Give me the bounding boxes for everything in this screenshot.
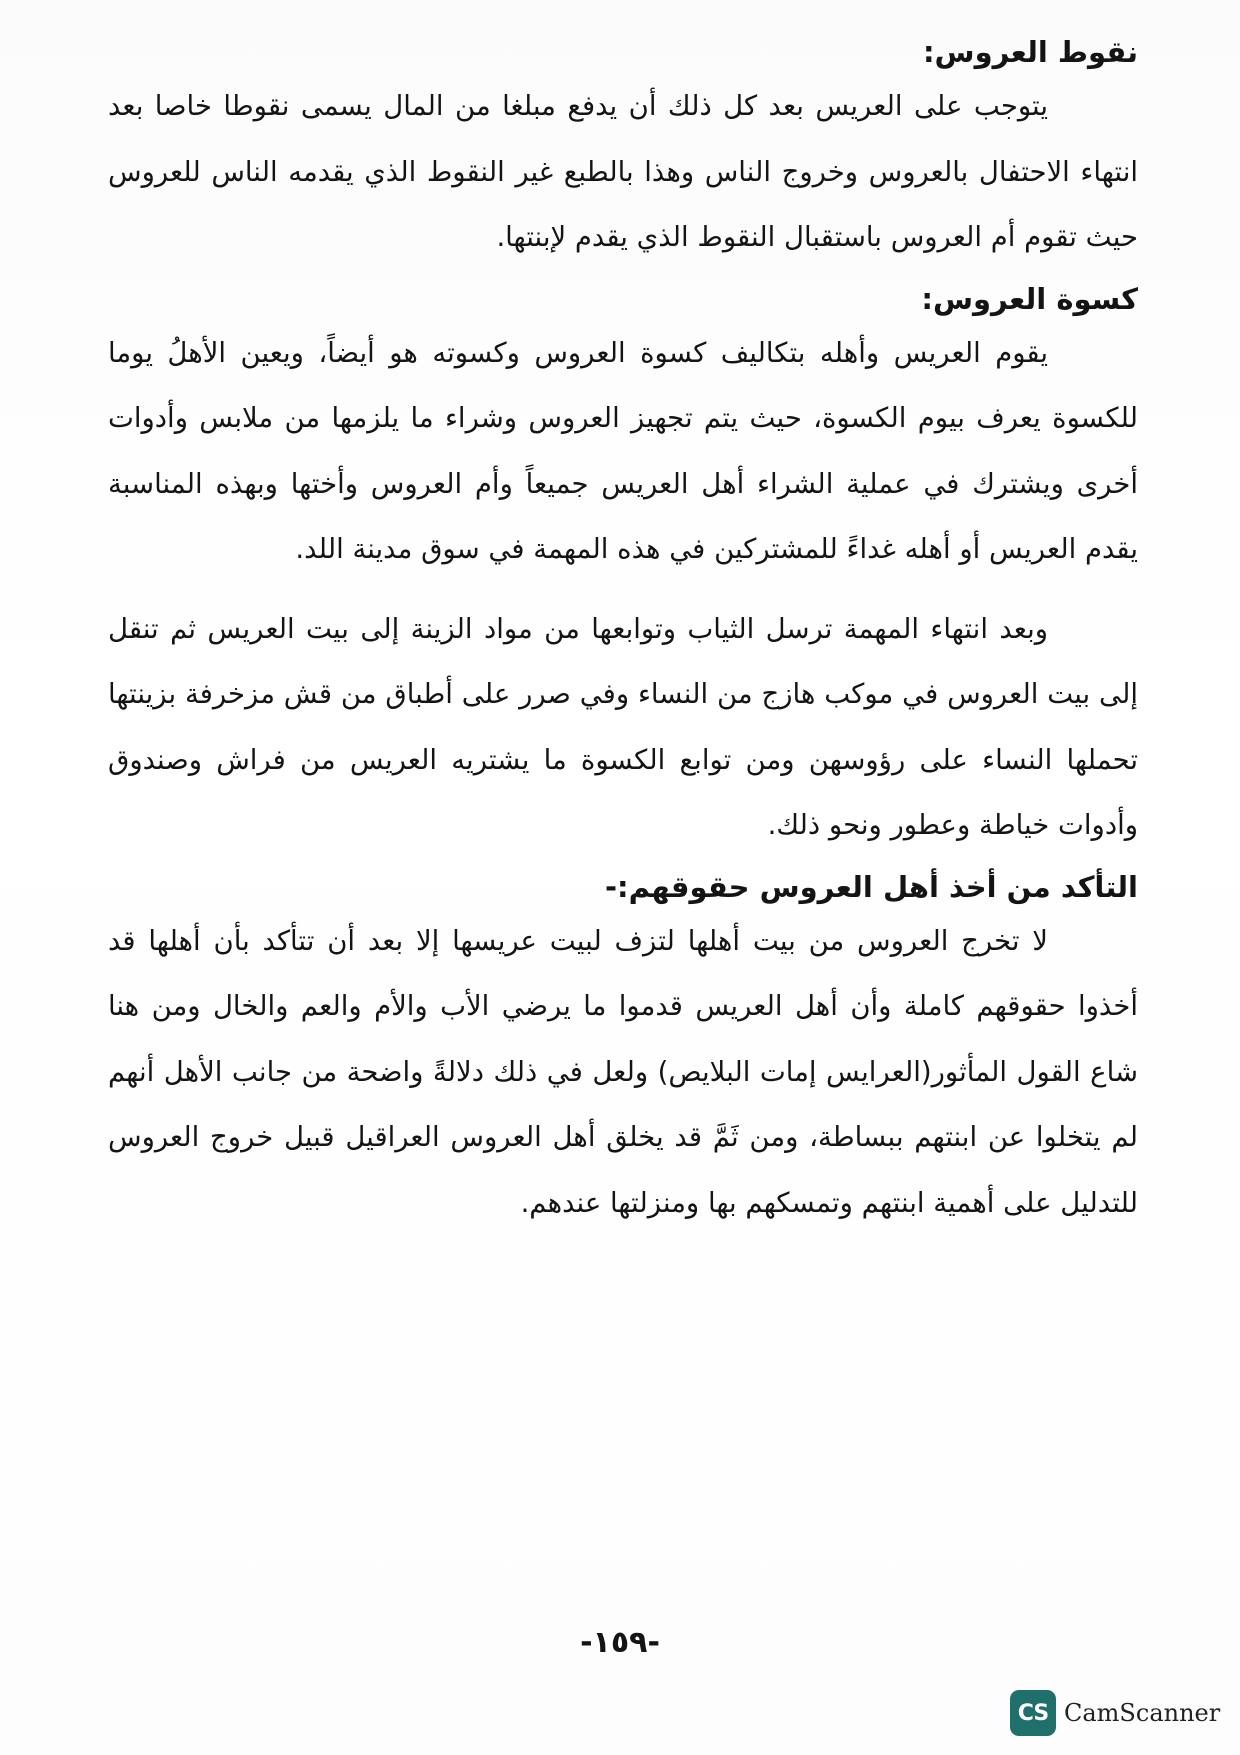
heading-nuqut: نقوط العروس:	[922, 35, 1138, 69]
paragraph-haquq: لا تخرج العروس من بيت أهلها لتزف لبيت عريسها إلا بعد أن تتأكد بأن أهلها قد أخذوا حقوقهم كاملة وأن أهل العريس قدموا ما يرضي الأب والأم والعم والخال ومن هنا شاع القول المأثور(العرايس إمات البلايص) ولعل في ذلك دلالةً واضحة من جانب الأهل أنهم لم يتخلوا عن ابنتهم ببساطة، ومن ثَمَّ قد يخلق أهل العروس العراقيل قبيل خروج العروس للتدليل على أهمية ابنتهم وتمسكهم بها ومنزلتها عندهم.	[108, 924, 1138, 1219]
paragraph-kiswa-1: يقوم العريس وأهله بتكاليف كسوة العروس وكسوته هو أيضاً، ويعين الأهلُ يوما للكسوة يعرف بيوم الكسوة، حيث يتم تجهيز العروس وشراء ما يلزمها من ملابس وأدوات أخرى ويشترك في عملية الشراء أهل العريس جميعاً وأم العروس وأختها وبهذه المناسبة يقدم العريس أو أهله غداءً للمشتركين في هذه المهمة في سوق مدينة اللد.	[108, 336, 1138, 565]
heading-kiswa: كسوة العروس:	[921, 281, 1138, 316]
camscanner-watermark	[1010, 1688, 1225, 1738]
camscanner-text: CamScanner	[1064, 1699, 1221, 1727]
heading-haquq: التأكد من أخذ أهل العروس حقوقهم:-	[605, 869, 1138, 904]
paragraph-nuqut: يتوجب على العريس بعد كل ذلك أن يدفع مبلغا من المال يسمى نقوطا خاصا بعد انتهاء الاحتفال بالعروس وخروج الناس وهذا بالطبع غير النقوط الذي يقدمه الناس للعروس حيث تقوم أم العروس باستقبال النقوط الذي يقدم لإبنتها.	[108, 90, 1138, 253]
page-content	[108, 30, 1138, 1236]
spacer	[108, 583, 1138, 597]
camscanner-logo-icon: CS	[1010, 1690, 1056, 1736]
paragraph-kiswa-2: وبعد انتهاء المهمة ترسل الثياب وتوابعها من مواد الزينة إلى بيت العريس ثم تنقل إلى بيت العروس في موكب هازج من النساء وفي صرر على أطباق من قش مزخرفة بزينتها تحملها النساء على رؤوسهن ومن توابع الكسوة ما يشتريه العريس من فراش وصندوق وأدوات خياطة وعطور ونحو ذلك.	[108, 612, 1138, 841]
page-number: -١٥٩-	[580, 1625, 660, 1660]
